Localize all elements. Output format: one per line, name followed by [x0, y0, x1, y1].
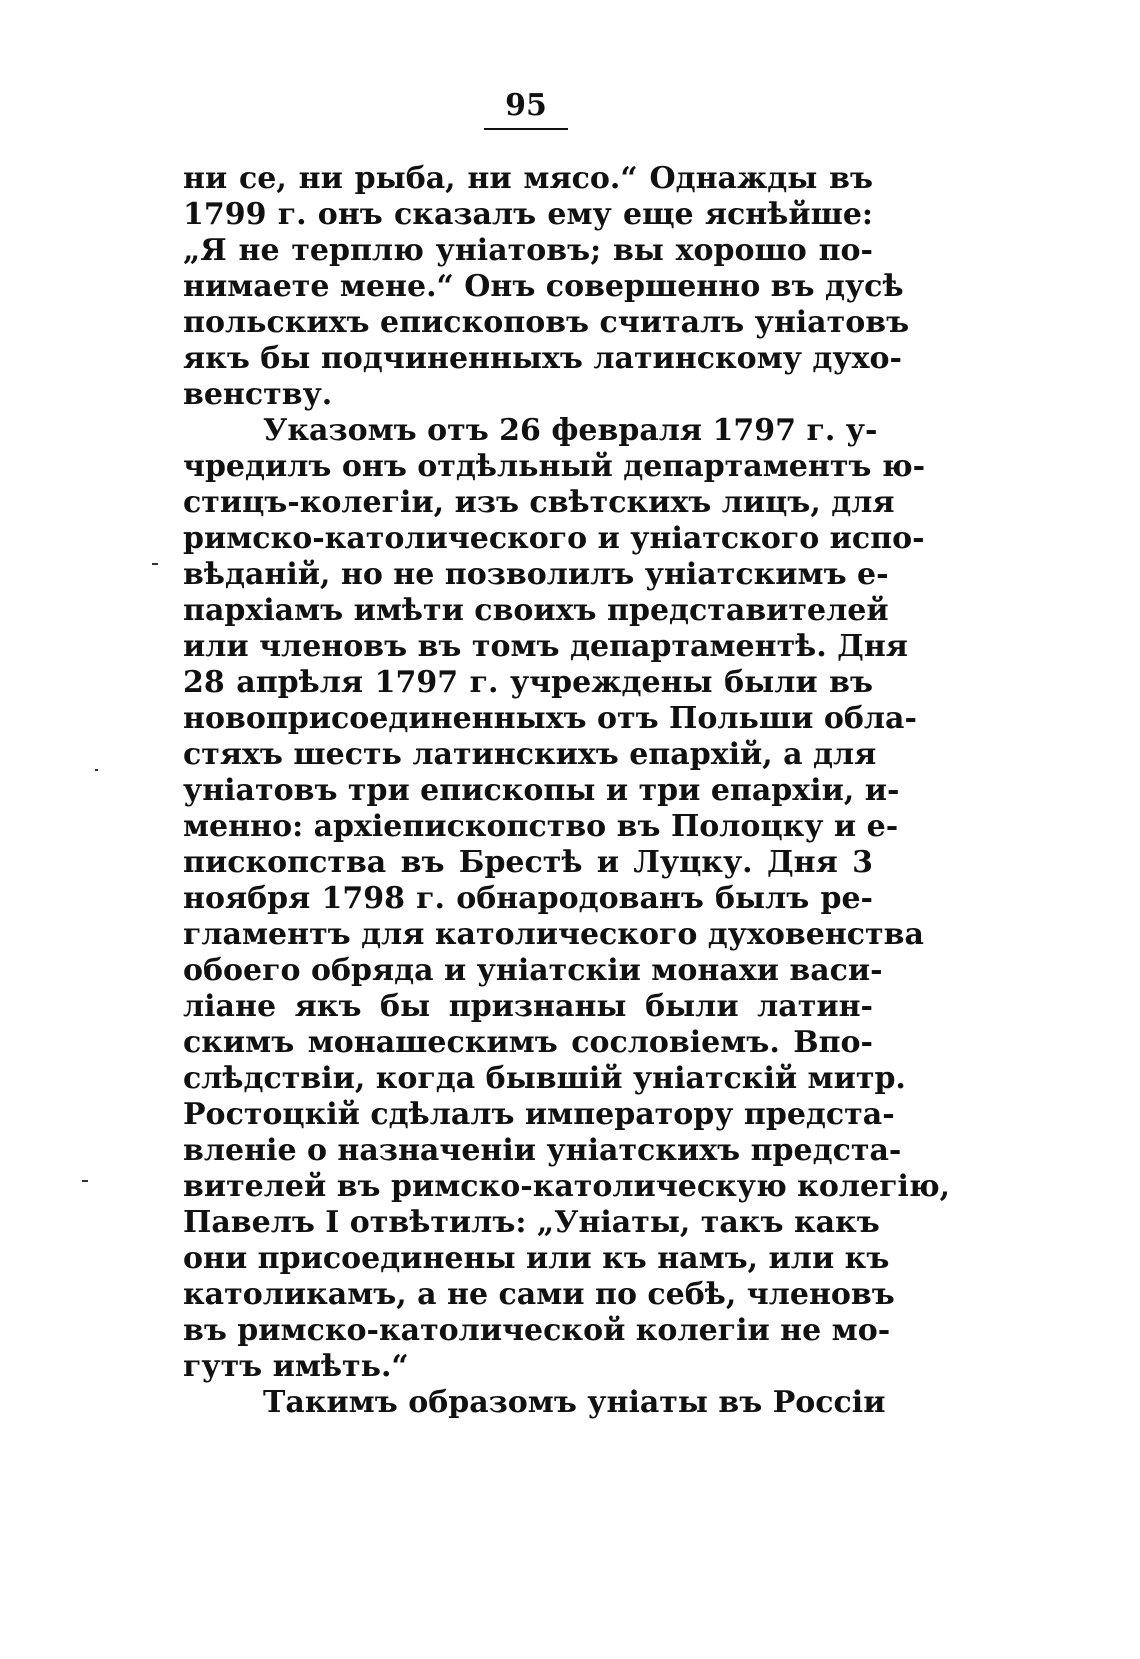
text-line: польскихъ епископовъ считалъ уніатовъ	[183, 305, 910, 340]
text-line: Такимъ образомъ уніаты въ Россіи	[263, 1385, 886, 1420]
text-line: вѣданій, но не позволилъ уніатскимъ е-	[183, 557, 889, 592]
page-number-rule	[484, 128, 568, 130]
text-line: Павелъ I отвѣтилъ: „Уніаты, такъ какъ	[183, 1205, 880, 1240]
text-line: пископства въ Брестѣ и Луцку. Дня 3	[183, 845, 873, 880]
text-line: менно: архіепископство въ Полоцку и е-	[183, 809, 899, 844]
stray-mark	[82, 1180, 88, 1182]
text-line: новоприсоединенныхъ отъ Польши обла-	[183, 701, 917, 736]
text-line: скимъ монашескимъ сословіемъ. Впо-	[183, 1025, 873, 1060]
text-line: чредилъ онъ отдѣльный департаментъ ю-	[183, 449, 926, 484]
text-line: венству.	[183, 377, 333, 412]
text-line: вителей въ римско-католическую колегію,	[183, 1169, 951, 1204]
page-number: 95	[505, 88, 547, 123]
text-line: обоего обряда и уніатскіи монахи васи-	[183, 953, 883, 988]
text-line: ліане якъ бы признаны были латин-	[183, 989, 873, 1024]
body-text	[183, 161, 951, 1421]
text-line: Ростоцкій сдѣлалъ императору предста-	[183, 1097, 895, 1132]
text-line: гутъ имѣть.“	[183, 1349, 409, 1384]
text-line: 28 апрѣля 1797 г. учреждены были въ	[183, 665, 873, 700]
text-line: „Я не терплю уніатовъ; вы хорошо по-	[183, 233, 873, 268]
text-line: католикамъ, а не сами по себѣ, членовъ	[183, 1277, 895, 1312]
text-line: якъ бы подчиненныхъ латинскому духо-	[183, 341, 902, 376]
text-line: стяхъ шесть латинскихъ епархій, а для	[183, 737, 877, 772]
text-line: ноября 1798 г. обнародованъ былъ ре-	[183, 881, 873, 916]
text-line: они присоединены или къ намъ, или къ	[183, 1241, 890, 1276]
stray-mark	[95, 769, 98, 771]
stray-mark	[152, 563, 158, 565]
text-line: слѣдствіи, когда бывшій уніатскій митр.	[183, 1061, 906, 1096]
text-line: Указомъ отъ 26 февраля 1797 г. у-	[263, 413, 878, 448]
text-line: или членовъ въ томъ департаментѣ. Дня	[183, 629, 908, 664]
text-line: 1799 г. онъ сказалъ ему еще яснѣйше:	[183, 197, 873, 232]
text-line: римско-католического и уніатского испо-	[183, 521, 925, 556]
text-line: въ римско-католической колегіи не мо-	[183, 1313, 891, 1348]
text-line: гламентъ для католического духовенства	[183, 917, 924, 952]
text-line: пархіамъ имѣти своихъ представителей	[183, 593, 889, 628]
text-line: ни се, ни рыба, ни мясо.“ Однажды въ	[183, 161, 873, 196]
text-line: стицъ-колегіи, изъ свѣтскихъ лицъ, для	[183, 485, 895, 520]
text-line: уніатовъ три епископы и три епархіи, и-	[183, 773, 900, 808]
text-line: нимаете мене.“ Онъ совершенно въ дусѣ	[183, 269, 904, 304]
text-line: вленіе о назначеніи уніатскихъ предста-	[183, 1133, 902, 1168]
